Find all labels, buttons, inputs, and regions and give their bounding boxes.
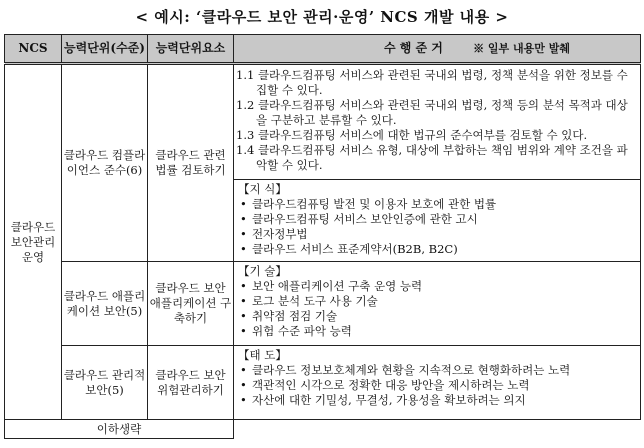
skills-cell	[234, 262, 641, 346]
attitude-item: • 클라우드 정보보호체계와 현황을 지속적으로 현행화하려는 노력	[238, 363, 636, 378]
header-criteria	[234, 35, 641, 64]
attitude-heading: 【태 도】	[238, 348, 287, 362]
header-note: ※ 일부 내용만 발췌	[473, 42, 570, 55]
header-ncs: NCS	[5, 35, 62, 64]
ncs-table	[4, 34, 641, 439]
unit-name-2: 클라우드 애플리케이션 보안(5)	[62, 262, 148, 346]
table-row	[5, 64, 641, 180]
unit-name-3: 클라우드 관리적 보안(5)	[62, 346, 148, 420]
header-unit: 능력단위(수준)	[62, 35, 148, 64]
criterion-1-4: 1.4 클라우드컴퓨팅 서비스 유형, 대상에 부합하는 책임 범위와 계약 조건을 파악할 수 있다.	[236, 143, 628, 172]
attitude-item: • 객관적인 시각으로 정확한 대응 방안을 제시하려는 노력	[238, 378, 636, 393]
header-row	[5, 35, 641, 64]
attitude-item: • 자산에 대한 기밀성, 무결성, 가용성을 확보하려는 의지	[238, 393, 636, 408]
knowledge-heading: 【지 식】	[238, 182, 287, 196]
header-element: 능력단위요소	[148, 35, 234, 64]
attitude-cell	[234, 346, 641, 420]
knowledge-item: • 클라우드 서비스 표준계약서(B2B, B2C)	[238, 242, 636, 257]
skills-item: • 로그 분석 도구 사용 기술	[238, 294, 636, 309]
skills-heading: 【기 술】	[238, 264, 287, 278]
criterion-1-2: 1.2 클라우드컴퓨팅 서비스와 관련된 국내외 법령, 정책 등의 분석 목적과 대상을 구분하고 분류할 수 있다.	[236, 98, 628, 127]
table-row	[5, 262, 641, 346]
unit-name-1: 클라우드 컴플라이언스 준수(6)	[62, 64, 148, 262]
criteria-cell	[234, 64, 641, 180]
table-row	[5, 420, 641, 439]
criterion-1-3: 1.3 클라우드컴퓨팅 서비스에 대한 법규의 준수여부를 검토할 수 있다.	[236, 128, 588, 142]
unit-element-1: 클라우드 관련 법률 검토하기	[148, 64, 234, 262]
ncs-name-cell: 클라우드 보안관리 운영	[5, 64, 62, 420]
skills-item: • 위험 수준 파악 능력	[238, 324, 636, 339]
document-title: < 예시: ‘클라우드 보안 관리·운영’ NCS 개발 내용 >	[135, 8, 509, 26]
criterion-1-1: 1.1 클라우드컴퓨팅 서비스와 관련된 국내외 법령, 정책 분석을 위한 정보를 수집할 수 있다.	[236, 68, 628, 97]
knowledge-item: • 전자정부법	[238, 227, 636, 242]
footer-cell: 이하생략	[5, 420, 234, 439]
header-criteria-label: 수 행 준 거	[384, 41, 443, 55]
knowledge-item: • 클라우드컴퓨팅 서비스 보안인증에 관한 고시	[238, 212, 636, 227]
unit-element-2: 클라우드 보안 애플리케이션 구축하기	[148, 262, 234, 346]
unit-element-3: 클라우드 보안 위험관리하기	[148, 346, 234, 420]
table-row	[5, 346, 641, 420]
knowledge-cell	[234, 180, 641, 262]
knowledge-item: • 클라우드컴퓨팅 발전 및 이용자 보호에 관한 법률	[238, 197, 636, 212]
skills-item: • 보안 애플리케이션 구축 운영 능력	[238, 279, 636, 294]
skills-item: • 취약점 점검 기술	[238, 309, 636, 324]
